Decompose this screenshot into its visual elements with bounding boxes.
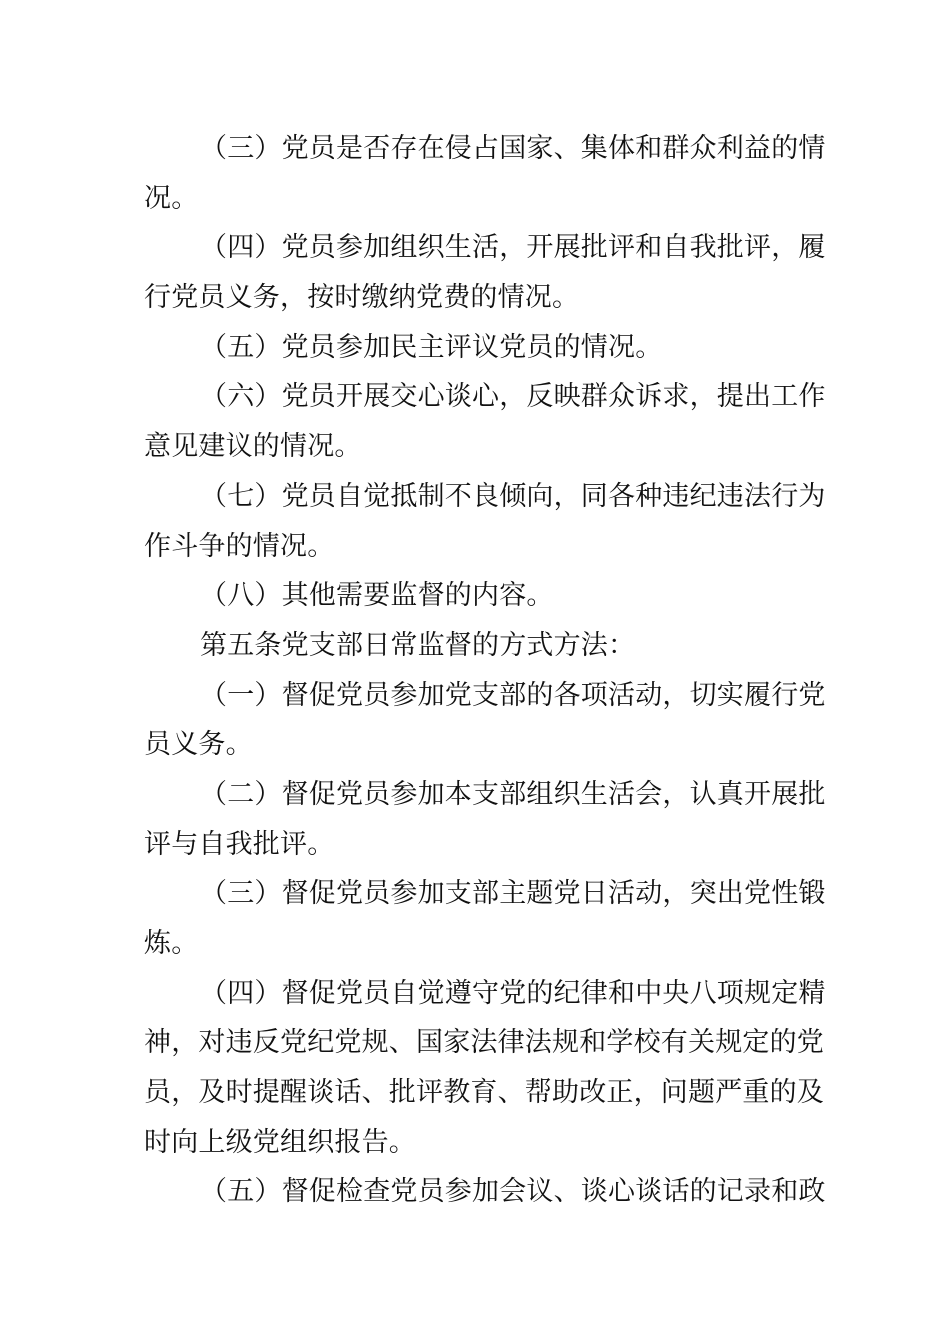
text-line: 行党员义务，按时缴纳党费的情况。 [144,282,580,314]
text-line: （五）党员参加民主评议党员的情况。 [200,331,663,363]
document-body [144,124,826,1217]
text-line: （八）其他需要监督的内容。 [200,580,554,612]
text-line: 作斗争的情况。 [144,530,335,562]
text-line: 况。 [144,182,199,214]
text-line: （七）党员自觉抵制不良倾向，同各种违纪违法行为 [200,480,826,512]
text-line: （五）督促检查党员参加会议、谈心谈话的记录和政 [200,1176,826,1208]
text-line: （三）党员是否存在侵占国家、集体和群众利益的情 [200,133,826,164]
text-line: 员义务。 [144,729,253,761]
text-line: （二）督促党员参加本支部组织生活会，认真开展批 [200,778,826,810]
text-line: 意见建议的情况。 [144,431,362,463]
text-line: 员，及时提醒谈话、批评教育、帮助改正，问题严重的及 [144,1077,824,1109]
text-line: （一）督促党员参加党支部的各项活动，切实履行党 [200,679,826,711]
text-line: （四）督促党员自觉遵守党的纪律和中央八项规定精 [200,977,826,1009]
text-line: 神，对违反党纪党规、国家法律法规和学校有关规定的党 [144,1027,824,1059]
text-line: （六）党员开展交心谈心，反映群众诉求，提出工作 [200,381,826,413]
text-line: （三）督促党员参加支部主题党日活动，突出党性锻 [200,878,826,910]
text-line: 炼。 [144,928,199,959]
text-line: （四）党员参加组织生活，开展批评和自我批评，履 [200,232,826,264]
text-line: 第五条党支部日常监督的方式方法： [200,629,636,661]
text-line: 时向上级党组织报告。 [144,1126,416,1158]
text-line: 评与自我批评。 [144,828,335,860]
